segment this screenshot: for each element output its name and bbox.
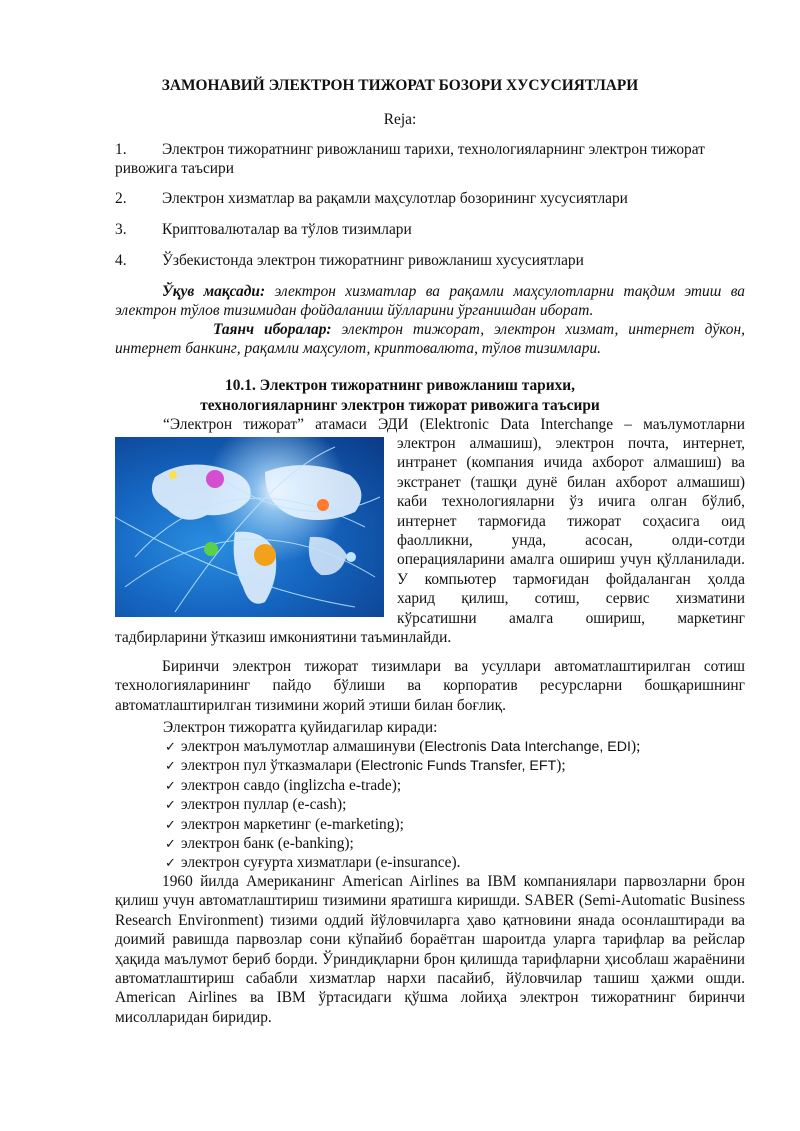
wrap-first-line: “Электрон тижорат” атамаси ЭДИ (Elektronic Data Interchange – маълумотларни [163,416,745,433]
checkmark-icon: ✓ [165,798,176,814]
list-item: ✓ электрон пул ўтказмалари (Electronic Funds Transfer, EFT); [165,756,765,775]
paragraph-first-systems: Биринчи электрон тижорат тизимлари ва усуллари автоматлаштирилган сотиш технологияларининг пайдо бўлиши ва корпоратив ресурсларни бошқаришнинг автоматлаштирилган тизимини жорий этиши билан боғлиқ. [115,658,745,714]
plan-text: Электрон тижоратнинг ривожланиш тарихи, технологияларнинг электрон тижорат [162,141,705,158]
checkmark-icon: ✓ [165,759,176,775]
plan-text: Ўзбекистонда электрон тижоратнинг ривожланиш хусусиятлари [162,252,584,269]
world-network-illustration [115,437,384,617]
wrap-line: электрон алмашиш), электрон почта, интернет, [397,435,745,452]
wrap-line: У компьютер тармоғидан фойдаланган ҳолда [397,570,745,588]
ecommerce-list [165,737,765,873]
paragraph-american-airlines: 1960 йилда Американинг American Airlines ва IBM компаниялари парвозларни брон қилиш учун автоматлаштириш тизимини яратишга киришди. SABER (Semi-Automatic Business Research Environment) тизими оддий йўловчиларга ҳаво қатновини янада осонлаштиради ва доимий равишда парвозлар сони кўпайиб бораётган шароитда уларга тарифлар ва рейслар ҳақида маълумот бериб борди. Ўриндиқларни брон қилишда тарифларни ҳисоблаш жараёнини автоматлаштириш сабабли хизматлар нархи пасайиб, йўловчилар ташиш ҳажми ошди. American Airlines ва IBM ўртасидаги қўшма лойиҳа электрон тижоратнинг биринчи мисолларидан биридир. [115,873,745,1026]
wrap-line: кўрсатишни амалга ошириш, маркетинг [397,609,745,627]
list-item: ✓ электрон савдо (inglizcha e-trade); [165,776,765,795]
wrap-line: интранет (компания ичида ахборот алмашиш) ва [397,454,745,472]
list-intro: Электрон тижоратга қуйидагилар киради: [163,719,438,736]
checkmark-icon: ✓ [165,817,176,833]
plan-text: Электрон хизматлар ва рақамли маҳсулотлар бозорининг хусусиятлари [162,190,628,207]
wrap-line: харид қилиш, сотиш, сервис хизматини [397,590,745,608]
keys-text: электрон тижорат, электрон хизмат, интернет дўкон, интернет банкинг, рақамли маҳсулот, криптовалюта, тўлов тизимлари. [115,321,745,358]
checkmark-icon: ✓ [165,836,176,852]
goal-text: электрон хизматлар ва рақамли маҳсулотларни тақдим этиш ва электрон тўлов тизимидан фойдаланиш йўлларини ўрганишдан иборат. [115,283,745,320]
plan-item-4 [115,251,745,270]
list-item: ✓ электрон пуллар (e-cash); [165,795,765,814]
plan-number: 2. [115,190,127,207]
network-node-icon [317,499,329,511]
list-item: ✓ электрон банк (e-banking); [165,834,765,853]
learning-goal [115,282,745,321]
plan-number: 3. [115,221,127,238]
list-item: ✓ электрон маркетинг (e-marketing); [165,815,765,834]
wrap-line: каби технологияларни ўз ичига олган бўлиб, [397,493,745,511]
wrap-line: фаолликни, унда, асосан, олди-сотди [397,532,745,550]
wrap-line: интернет тармоғида тижорат соҳасига оид [397,512,745,530]
plan-number: 1. [115,141,127,158]
key-terms [115,320,745,359]
wrap-last-line: тадбирларини ўтказиш имкониятини таъминлайди. [115,629,452,646]
checkmark-icon: ✓ [165,740,176,755]
checkmark-icon: ✓ [165,778,176,794]
plan-number: 4. [115,252,127,269]
wrap-line: операцияларини амалга ошириш учун қўлланилади. [397,551,745,569]
plan-text: Криптовалюталар ва тўлов тизимлари [162,221,412,238]
list-item: ✓ электрон маълумотлар алмашинуви (Electronis Data Interchange, EDI); [165,737,765,756]
mail-icon [206,470,224,488]
goal-label: Ўқув мақсади: [162,283,266,300]
plan-item-1 [115,140,745,159]
document-title: ЗАМОНАВИЙ ЭЛЕКТРОН ТИЖОРАТ БОЗОРИ ХУСУСИЯТЛАРИ [161,77,639,94]
wrapped-text-block [397,434,745,628]
network-node-icon [204,542,218,556]
plan-item-1-cont: ривожига таъсири [115,160,234,177]
checkmark-icon: ✓ [165,856,176,872]
list-item: ✓ электрон суғурта хизматлари (e-insurance). [165,853,765,872]
section-title-line-2: технологияларнинг электрон тижорат ривожига таъсири [200,397,600,414]
section-title-line-1: 10.1. Электрон тижоратнинг ривожланиш тарихи, [225,377,575,394]
keys-label: Таянч иборалар: [213,321,332,338]
chat-icon [254,544,276,566]
plan-label: Reja: [383,111,417,128]
plan-item-2 [115,189,745,208]
plan-item-3 [115,220,745,239]
wrap-line: экстранет (ташқи дунё билан ахборот алмашиш) [397,473,745,491]
